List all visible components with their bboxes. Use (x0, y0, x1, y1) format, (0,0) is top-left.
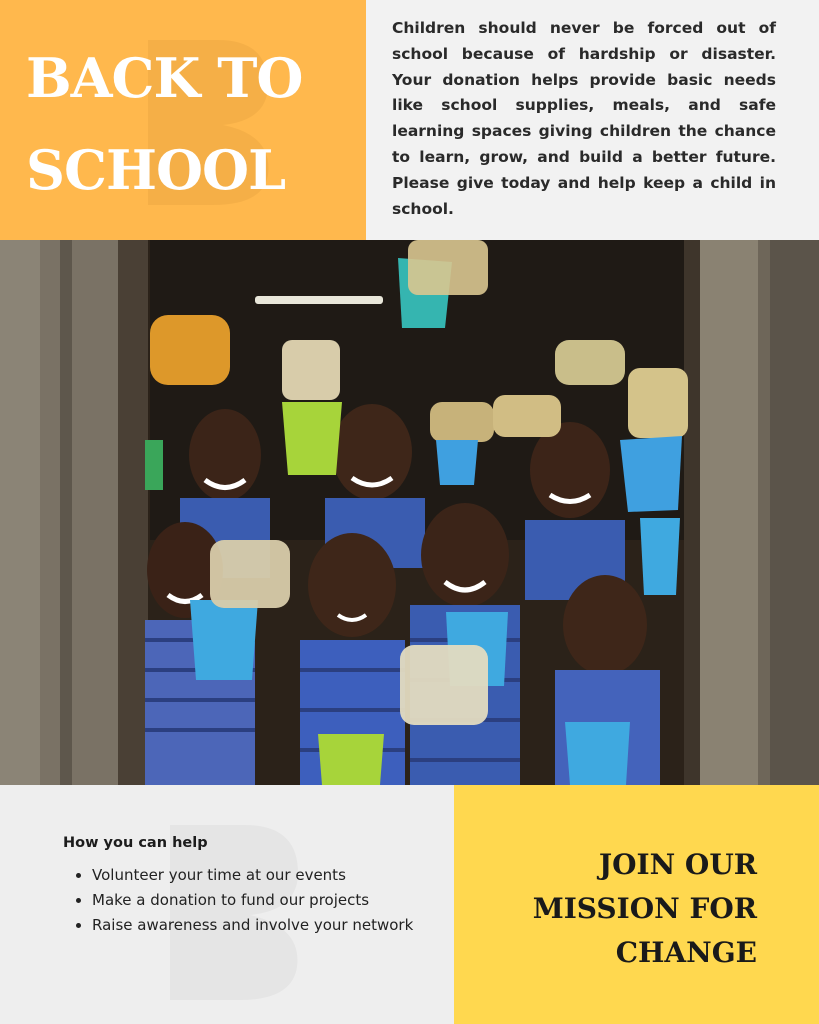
intro-panel (366, 0, 819, 240)
children-photo (0, 240, 819, 785)
help-item-volunteer: • Volunteer your time at our events (92, 863, 413, 888)
cta-line-2: MISSION FOR (532, 892, 757, 925)
intro-text: Children should never be forced out of school because of hardship or disaster. Your donation helps provide basic needs like school supplies, meals, and safe learning spaces giving children the chance to learn, grow, and build a better future. Please give today and help keep a child in school. (392, 19, 776, 218)
help-list (72, 863, 413, 938)
help-item-awareness: • Raise awareness and involve your network (92, 913, 413, 938)
cta-line-1: JOIN OUR (598, 848, 757, 881)
photo-illustration (0, 240, 819, 785)
help-item-donate: • Make a donation to fund our projects (92, 888, 413, 913)
page-title (26, 32, 302, 216)
title-line-1: BACK TO (26, 46, 303, 110)
cta-panel (454, 785, 819, 1024)
help-panel (0, 785, 454, 1024)
title-panel (0, 0, 366, 240)
cta-line-3: CHANGE (615, 936, 757, 969)
title-line-2: SCHOOL (26, 138, 286, 202)
cta-heading (533, 843, 757, 975)
help-heading: How you can help (63, 835, 208, 851)
